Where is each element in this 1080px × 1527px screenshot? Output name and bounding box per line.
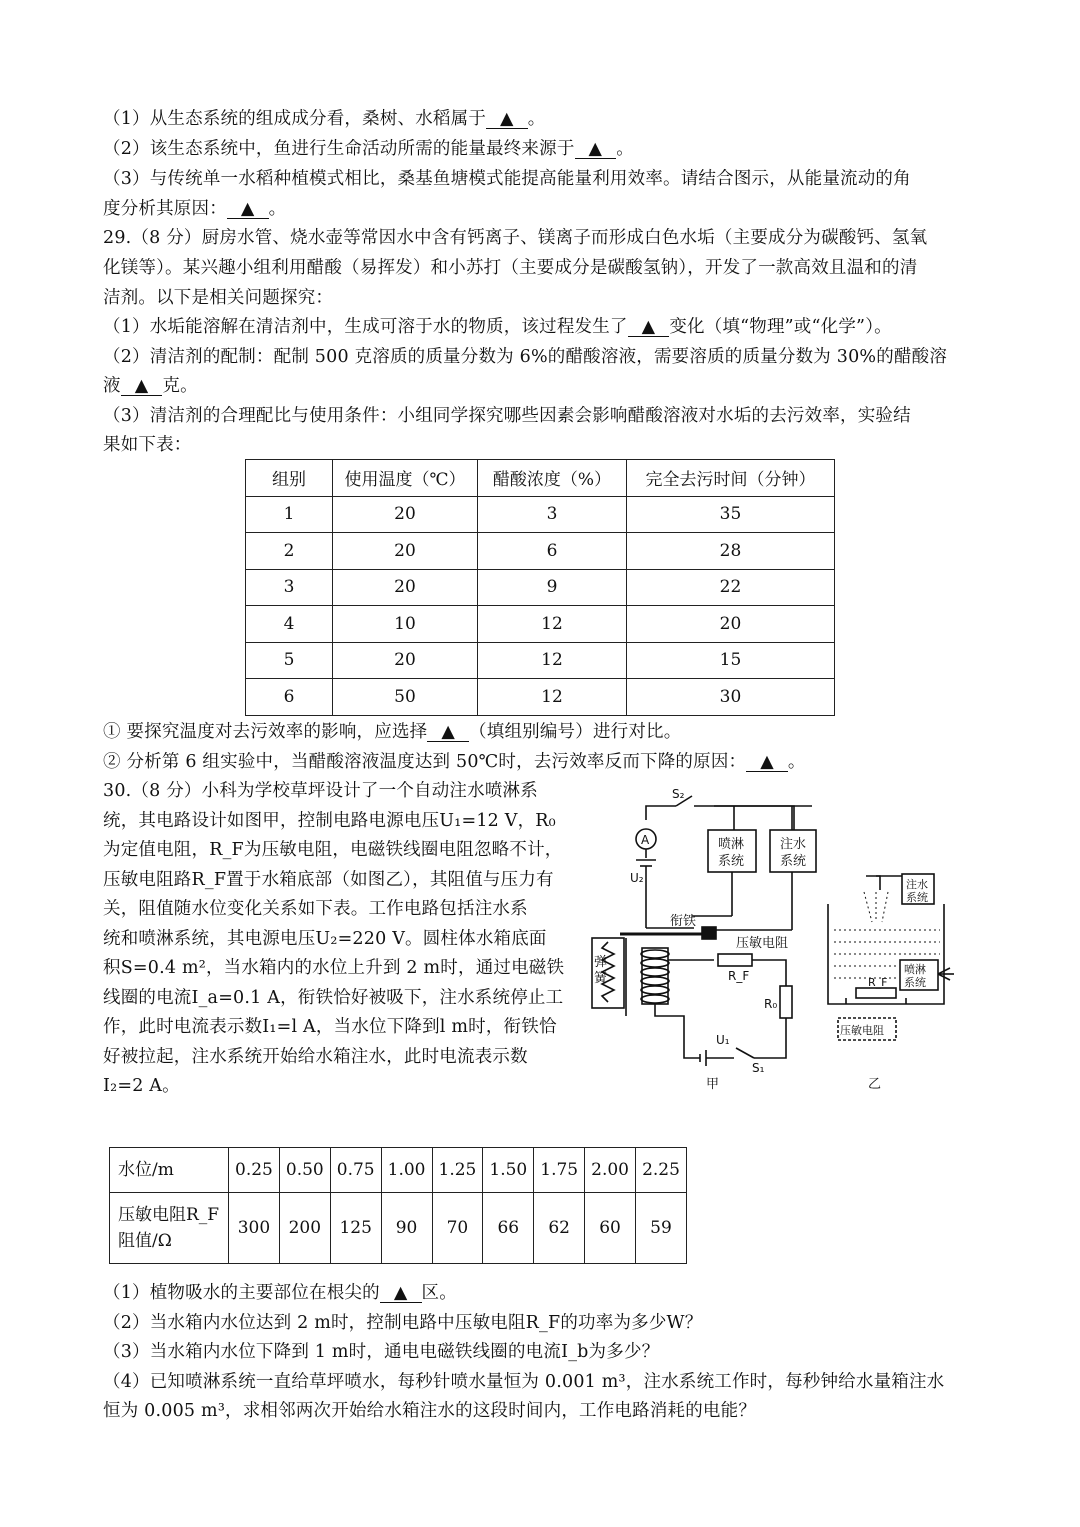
table-cell: 15 <box>627 642 835 679</box>
q30-part3-line: （3）当水箱内水位下降到 1 m时，通电电磁铁线圈的电流I_b为多少？ <box>103 1342 660 1362</box>
u1-label: U₁ <box>716 1033 730 1047</box>
circuit-figure <box>584 782 980 1100</box>
table-row-label: 水位/m <box>110 1148 229 1193</box>
armature-label: 衔铁 <box>670 914 697 929</box>
table-cell: 3 <box>246 569 333 606</box>
figure-yi-caption: 乙 <box>868 1077 882 1092</box>
table-cell: 66 <box>483 1193 534 1264</box>
table-cell: 3 <box>478 496 627 533</box>
table-cell: 0.25 <box>229 1148 280 1193</box>
table-cell: 2.00 <box>585 1148 636 1193</box>
q30-stem-line-4: 压敏电阻路R_F置于水箱底部（如图乙），其阻值与压力有 <box>103 870 554 890</box>
r0-label: R₀ <box>764 997 778 1011</box>
table-cell: 20 <box>333 569 478 606</box>
table-cell: 20 <box>333 642 478 679</box>
q28-part3-line: （3）与传统单一水稻种植模式相比，桑基鱼塘模式能提高能量利用效率。请结合图示，从能量流动的角 <box>103 169 911 189</box>
q30-stem-line-3: 为定值电阻，R_F为压敏电阻，电磁铁线圈电阻忽略不计， <box>103 840 563 860</box>
table-header-cell: 组别 <box>246 460 333 497</box>
ammeter-icon: A <box>641 833 650 847</box>
q29-stem-line-3: 洁剂。以下是相关问题探究： <box>103 288 334 308</box>
table-cell: 90 <box>381 1193 432 1264</box>
q29-sub1-line: ① 要探究温度对去污效率的影响，应选择 ▲ （填组别编号）进行对比。 <box>103 722 682 742</box>
rf-label: R_F <box>728 969 750 983</box>
table-cell: 2.25 <box>636 1148 687 1193</box>
q30-stem-line-10: 好被拉起，注水系统开始给水箱注水，此时电流表示数 <box>103 1047 528 1067</box>
table-row <box>246 496 835 533</box>
answer-blank[interactable]: ▲ <box>380 1284 422 1303</box>
q30-part4-line-1: （4）已知喷淋系统一直给草坪喷水，每秒针喷水量恒为 0.001 m³，注水系统工作时，每秒钟给水量箱注水 <box>103 1372 945 1392</box>
q29-part2-line-2: 液 ▲ 克。 <box>103 376 198 396</box>
table-cell: 22 <box>627 569 835 606</box>
table-cell: 0.50 <box>279 1148 330 1193</box>
answer-blank[interactable]: ▲ <box>575 140 617 159</box>
q30-stem-line-5: 关，阻值随水位变化关系如下表。工作电路包括注水系 <box>103 899 528 919</box>
q29-stem-line-1: 29.（8 分）厨房水管、烧水壶等常因水中含有钙离子、镁离子而形成白色水垢（主要成分为碳酸钙、氢氧 <box>103 228 928 248</box>
table-cell: 62 <box>534 1193 585 1264</box>
q30-stem-line-9: 作，此时电流表示数I₁=l A，当水位下降到l m时，衔铁恰 <box>103 1017 557 1037</box>
q30-stem-line-8: 线圈的电流I_a=0.1 A，衔铁恰好被吸下，注水系统停止工 <box>103 988 564 1008</box>
q29-part2-line-1: （2）清洁剂的配制：配制 500 克溶质的质量分数为 6%的醋酸溶液，需要溶质的质量分数为 30%的醋酸溶 <box>103 347 948 367</box>
table-row <box>110 1193 687 1264</box>
table-cell: 20 <box>333 533 478 570</box>
table-cell: 12 <box>478 642 627 679</box>
tank-pressure-label: 压敏电阻 <box>840 1024 884 1037</box>
table-cell: 20 <box>333 496 478 533</box>
table-cell: 12 <box>478 679 627 716</box>
table-cell: 28 <box>627 533 835 570</box>
table-cell: 59 <box>636 1193 687 1264</box>
table-cell: 300 <box>229 1193 280 1264</box>
q30-stem-line-1: 30.（8 分）小科为学校草坪设计了一个自动注水喷淋系 <box>103 781 538 801</box>
tank-spray-label: 系统 <box>904 976 926 989</box>
q28-part3-line-2: 度分析其原因： ▲ 。 <box>103 199 287 219</box>
q30-stem-line-2: 统，其电路设计如图甲，控制电路电源电压U₁=12 V，R₀ <box>103 811 556 831</box>
table-cell: 6 <box>246 679 333 716</box>
answer-blank[interactable]: ▲ <box>746 753 788 772</box>
q29-part1-line: （1）水垢能溶解在清洁剂中，生成可溶于水的物质，该过程发生了 ▲ 变化（填“物理”或“化学”）。 <box>103 317 892 337</box>
table-cell: 30 <box>627 679 835 716</box>
q30-stem-line-6: 统和喷淋系统，其电源电压U₂=220 V。圆柱体水箱底面 <box>103 929 547 949</box>
table-cell: 1.00 <box>381 1148 432 1193</box>
tank-inject-label: 注水 <box>906 878 928 891</box>
q30-part4-line-2: 恒为 0.005 m³，求相邻两次开始给水箱注水的这段时间内，工作电路消耗的电能？ <box>103 1401 757 1421</box>
answer-blank[interactable]: ▲ <box>427 723 469 742</box>
table-header-cell: 完全去污时间（分钟） <box>627 460 835 497</box>
spray-system-label: 喷淋 <box>718 837 745 852</box>
table-row <box>246 533 835 570</box>
tank-inject-label: 系统 <box>906 891 928 904</box>
q30-stem-line-11: I₂=2 A。 <box>103 1076 180 1096</box>
table-cell: 1.25 <box>432 1148 483 1193</box>
table-cell: 6 <box>478 533 627 570</box>
q28-part2-line: （2）该生态系统中，鱼进行生命活动所需的能量最终来源于 ▲ 。 <box>103 139 634 159</box>
table-header-row <box>246 460 835 497</box>
table-cell: 70 <box>432 1193 483 1264</box>
table-cell: 12 <box>478 606 627 643</box>
table-row <box>246 642 835 679</box>
spring-label: 弹 <box>594 955 608 970</box>
table-row <box>110 1148 687 1193</box>
answer-blank[interactable]: ▲ <box>628 318 670 337</box>
table-cell: 1.50 <box>483 1148 534 1193</box>
q30-stem-line-7: 积S=0.4 m²，当水箱内的水位上升到 2 m时，通过电磁铁 <box>103 958 565 978</box>
water-level-resistance-table <box>109 1147 687 1264</box>
table-header-cell: 醋酸浓度（%） <box>478 460 627 497</box>
q30-part2-line: （2）当水箱内水位达到 2 m时，控制电路中压敏电阻R_F的功率为多少W？ <box>103 1313 703 1333</box>
table-cell: 1 <box>246 496 333 533</box>
spray-system-label: 系统 <box>718 854 745 869</box>
experiment-results-table <box>245 459 835 716</box>
u2-label: U₂ <box>630 871 644 885</box>
switch-s1-label: S₁ <box>752 1061 765 1075</box>
q28-part1-line: （1）从生态系统的组成成分看，桑树、水稻属于 ▲ 。 <box>103 109 546 129</box>
table-row-label: 压敏电阻R_F 阻值/Ω <box>110 1193 229 1264</box>
answer-blank[interactable]: ▲ <box>486 110 528 129</box>
pressure-resistor-label: 压敏电阻 <box>736 936 789 951</box>
table-cell: 60 <box>585 1193 636 1264</box>
table-cell: 4 <box>246 606 333 643</box>
q29-part3-line-1: （3）清洁剂的合理配比与使用条件：小组同学探究哪些因素会影响醋酸溶液对水垢的去污效率，实验结 <box>103 406 911 426</box>
figure-jia-caption: 甲 <box>706 1077 720 1092</box>
table-header-cell: 使用温度（℃） <box>333 460 478 497</box>
answer-blank[interactable]: ▲ <box>227 200 269 219</box>
tank-spray-label: 喷淋 <box>904 963 926 976</box>
q29-stem-line-2: 化镁等）。某兴趣小组利用醋酸（易挥发）和小苏打（主要成分是碳酸氢钠），开发了一款高效且温和的清 <box>103 258 918 278</box>
q30-part1-line: （1）植物吸水的主要部位在根尖的 ▲ 区。 <box>103 1283 457 1303</box>
table-cell: 5 <box>246 642 333 679</box>
inject-system-label: 系统 <box>780 854 807 869</box>
tank-rf-label: R_F <box>868 976 888 989</box>
table-cell: 0.75 <box>330 1148 381 1193</box>
table-cell: 125 <box>330 1193 381 1264</box>
inject-system-label: 注水 <box>780 837 807 852</box>
table-row <box>246 569 835 606</box>
q29-sub2-line: ② 分析第 6 组实验中，当醋酸溶液温度达到 50℃时，去污效率反而下降的原因： ▲ 。 <box>103 752 806 772</box>
answer-blank[interactable]: ▲ <box>121 377 163 396</box>
table-cell: 50 <box>333 679 478 716</box>
table-cell: 35 <box>627 496 835 533</box>
table-row <box>246 606 835 643</box>
table-row <box>246 679 835 716</box>
spring-label: 簧 <box>594 971 608 986</box>
table-cell: 20 <box>627 606 835 643</box>
table-cell: 9 <box>478 569 627 606</box>
table-cell: 10 <box>333 606 478 643</box>
table-cell: 2 <box>246 533 333 570</box>
table-cell: 1.75 <box>534 1148 585 1193</box>
q29-part3-line-2: 果如下表： <box>103 435 192 455</box>
table-cell: 200 <box>279 1193 330 1264</box>
switch-s2-label: S₂ <box>672 787 685 801</box>
